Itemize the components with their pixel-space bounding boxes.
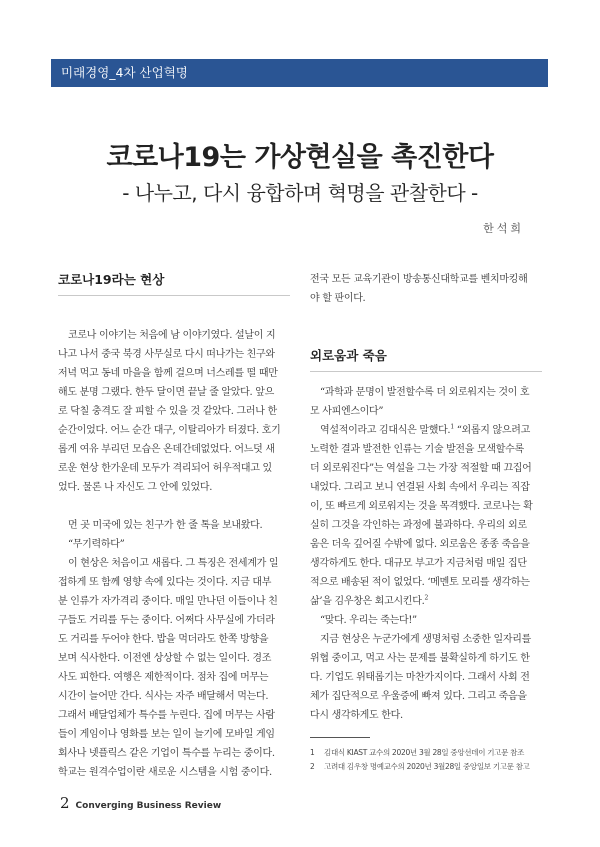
paragraph-quote-helpless: “무기력하다” [68,539,125,550]
paradox-line: 노력한 결과 발전한 인류는 기술 발전을 모색할수록 [310,444,524,455]
phenomenon-line: 이 현상은 처음이고 새롭다. 그 특징은 전세계가 일 [68,558,279,569]
footnote-divider [310,737,370,738]
phenomenon-line: 학교는 원격수업이란 새로운 시스템을 시험 중이다. [58,767,272,778]
quote-line: “과학과 문명이 발전할수록 더 외로워지는 것이 호 [320,387,530,398]
intro-line: 나고 나서 중국 북경 사무실로 다시 떠나가는 친구와 [58,349,275,360]
footnote-marker-1[interactable]: 1 [450,423,454,431]
current-line: 위협 중이고, 먹고 사는 문제를 불확실하게 하기도 한 [310,653,530,664]
journal-name: Converging Business Review [75,801,222,811]
phenomenon-line: 시간이 늘어만 간다. 식사는 자주 배달해서 먹는다. [58,691,269,702]
phenomenon-line: 도 거리를 두어야 한다. 밥을 먹더라도 한쪽 방향을 [58,634,269,645]
paragraph-quote-loneliness [310,383,542,421]
footnote-item [310,746,542,760]
paradox-line: 역설적이라고 김대식은 말했다. [320,425,451,436]
left-column [58,270,290,782]
paragraph-friend-message: 먼 곳 미국에 있는 친구가 한 줄 톡을 보내왔다. [68,520,263,531]
paragraph-phenomenon [58,554,290,782]
phenomenon-line: 보며 식사한다. 이전엔 상상할 수 없는 일이다. 경조 [58,653,272,664]
phenomenon-line: 분 인류가 자가격리 중이다. 매일 만나던 이들이나 친 [58,596,278,607]
paragraph-quote-we-die: “맞다. 우리는 죽는다!” [320,615,417,626]
page-footer [60,794,221,812]
paragraph-current-situation [310,630,542,725]
paragraph-paradox [310,421,542,611]
right-column [310,270,542,774]
current-line: 체가 집단적으로 우울증에 빠져 있다. 그리고 죽음을 [310,691,527,702]
intro-line: 저녁 먹고 동네 마을을 함께 걸으며 너스레를 떨 때만 [58,368,278,379]
footnote-number: 2 [310,762,315,771]
paradox-line: 이, 또 빠르게 외로워지는 것을 목격했다. 코로나는 확 [310,501,533,512]
paragraph-continued [310,270,542,308]
current-line: 다. 기업도 위태롭기는 마찬가지이다. 그래서 사회 전 [310,672,530,683]
paradox-line: 생각하게도 한다. 대규모 부고가 지금처럼 매일 집단 [310,558,527,569]
footnote-number: 1 [310,748,315,757]
section-heading-corona: 코로나19라는 현상 [58,270,290,296]
phenomenon-line: 회사나 넷플릭스 같은 기업이 특수를 누리는 중이다. [58,748,275,759]
phenomenon-line: 접하게 또 함께 영향 속에 있다는 것이다. 지금 대부 [58,577,272,588]
footnote-text: 김대식 KIAST 교수의 2020년 3월 28일 중앙선데이 기고문 참조 [324,748,525,757]
footnote-marker-2[interactable]: 2 [424,594,429,602]
footnote-item [310,760,542,774]
paradox-line: 더 외로워진다”는 역설을 그는 가장 적절할 때 끄집어 [310,463,532,474]
paradox-line: 움은 더욱 깊어질 수밖에 없다. 외로움은 종종 죽음을 [310,539,530,550]
intro-line: 순간이었다. 어느 순간 대구, 이탈리아가 터졌다. 호기 [58,425,281,436]
article-subtitle: - 나누고, 다시 융합하며 혁명을 관찰한다 - [122,181,478,205]
intro-line: 었다. 물론 나 자신도 그 안에 있었다. [58,482,213,493]
footnote-text: 고려대 김우창 명예교수의 2020년 3월28일 중앙일보 기고문 참고 [324,762,530,771]
author-name: 한석희 [483,222,524,235]
paradox-line: 삶’을 김우창은 회고시킨다. [310,596,425,607]
intro-line: 해도 분명 그랬다. 한두 달이면 끝날 줄 알았다. 앞으 [58,387,274,398]
section-heading-loneliness: 외로움과 죽음 [310,346,542,372]
phenomenon-line: 그래서 배달업체가 특수를 누린다. 집에 머무는 사람 [58,710,275,721]
phenomenon-line: 들이 게임이나 영화를 보는 일이 늘기에 모바일 게임 [58,729,275,740]
section-banner: 미래경영_4차 산업혁명 [51,59,548,87]
continued-line: 전국 모든 교육기관이 방송통신대학교를 벤치마킹해 [310,274,528,285]
paradox-line: 내었다. 그리고 보니 연결된 사회 속에서 우리는 직잡 [310,482,530,493]
current-line: 다시 생각하게도 한다. [310,710,403,721]
current-line: 지금 현상은 누군가에게 생명처럼 소중한 일자리를 [320,634,531,645]
phenomenon-line: 구들도 거리를 두는 중이다. 어쩌다 사무실에 가더라 [58,615,275,626]
phenomenon-line: 사도 피한다. 여행은 제한적이다. 점차 집에 머무는 [58,672,269,683]
continued-line: 야 할 판이다. [310,293,366,304]
page-number: 2 [60,794,70,812]
intro-line: 로 닥칠 충격도 잘 피할 수 있을 것 같았다. 그러나 한 [58,406,277,417]
paradox-line: 실히 그것을 각인하는 과정에 불과하다. 우리의 외로 [310,520,527,531]
paragraph-intro [58,326,290,497]
intro-line: 롭게 여유 부리던 모습은 온데간데없었다. 어느덧 새 [58,444,275,455]
paradox-line: 적으로 배송된 적이 없었다. ‘메멘토 모리를 생각하는 [310,577,530,588]
paradox-line-tail: “외롭지 않으려고 [453,425,530,436]
footnotes [310,746,542,774]
intro-line: 로운 현상 한가운데 모두가 격리되어 허우적대고 있 [58,463,272,474]
intro-line: 코로나 이야기는 처음에 남 이야기였다. 설날이 지 [68,330,276,341]
article-title: 코로나19는 가상현실을 촉진한다 [106,142,494,173]
quote-line: 모 사피엔스이다” [310,406,384,417]
